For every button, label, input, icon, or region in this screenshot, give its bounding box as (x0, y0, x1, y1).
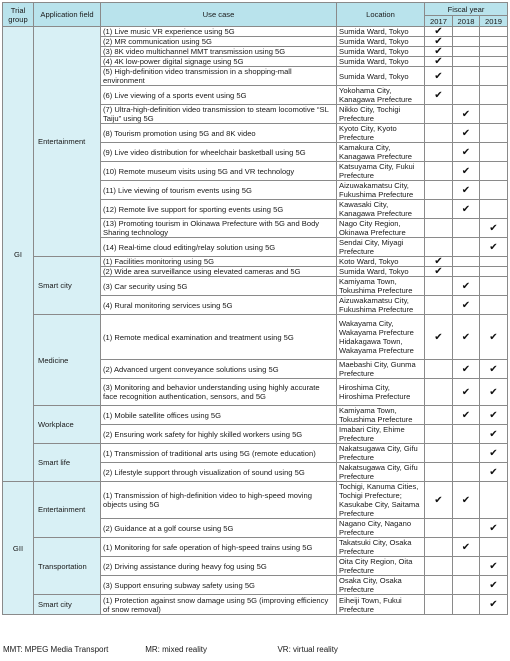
location-cell: Nago City Region, Okinawa Prefecture (337, 219, 425, 238)
year-cell-empty (480, 200, 508, 219)
location-cell: Sumida Ward, Tokyo (337, 67, 425, 86)
trial-group-cell: GII (3, 482, 34, 615)
header-row-1 (3, 3, 508, 16)
check-mark-icon: ✔ (480, 219, 508, 238)
check-mark-icon: ✔ (453, 315, 480, 360)
location-cell: Maebashi City, Gunma Prefecture (337, 360, 425, 379)
check-mark-icon: ✔ (453, 143, 480, 162)
use-case-cell: (2) MR communication using 5G (101, 37, 337, 47)
year-cell-empty (453, 267, 480, 277)
check-mark-icon: ✔ (425, 315, 453, 360)
use-case-cell: (2) Ensuring work safety for highly skilled workers using 5G (101, 425, 337, 444)
year-cell-empty (480, 143, 508, 162)
use-case-cell: (1) Mobile satellite offices using 5G (101, 406, 337, 425)
header-fiscal-year: Fiscal year (425, 3, 508, 16)
check-mark-icon: ✔ (480, 315, 508, 360)
year-cell-empty (425, 277, 453, 296)
year-cell-empty (480, 296, 508, 315)
year-cell-empty (425, 557, 453, 576)
use-case-cell: (1) Monitoring for safe operation of high-speed trains using 5G (101, 538, 337, 557)
use-case-cell: (9) Live video distribution for wheelchair basketball using 5G (101, 143, 337, 162)
use-case-cell: (2) Driving assistance during heavy fog using 5G (101, 557, 337, 576)
use-case-cell: (4) Rural monitoring services using 5G (101, 296, 337, 315)
location-cell: Yokohama City, Kanagawa Prefecture (337, 86, 425, 105)
location-cell: Imabari City, Ehime Prefecture (337, 425, 425, 444)
year-cell-empty (480, 162, 508, 181)
location-cell: Hiroshima City, Hiroshima Prefecture (337, 379, 425, 406)
use-case-cell: (2) Lifestyle support through visualization of sound using 5G (101, 463, 337, 482)
year-cell-empty (453, 219, 480, 238)
trial-use-case-table (2, 2, 508, 615)
check-mark-icon: ✔ (480, 406, 508, 425)
location-cell: Kamiyama Town, Tokushima Prefecture (337, 277, 425, 296)
location-cell: Nikko City, Tochigi Prefecture (337, 105, 425, 124)
year-cell-empty (480, 37, 508, 47)
table-row (3, 315, 508, 360)
use-case-cell: (1) Protection against snow damage using 5G (improving efficiency of snow removal) (101, 595, 337, 615)
table-row (3, 538, 508, 557)
location-cell: Eiheiji Town, Fukui Prefecture (337, 595, 425, 615)
use-case-cell: (1) Facilities monitoring using 5G (101, 257, 337, 267)
location-cell: Takatsuki City, Osaka Prefecture (337, 538, 425, 557)
year-cell-empty (453, 519, 480, 538)
year-cell-empty (480, 67, 508, 86)
use-case-cell: (3) Monitoring and behavior understanding using highly accurate face recognition authentication, sensors, and 5G (101, 379, 337, 406)
use-case-cell: (1) Live music VR experience using 5G (101, 27, 337, 37)
location-cell: Aizuwakamatsu City, Fukushima Prefecture (337, 181, 425, 200)
year-cell-empty (425, 124, 453, 143)
location-cell: Nagano City, Nagano Prefecture (337, 519, 425, 538)
header-trial-group: Trial group (3, 3, 34, 27)
location-cell: Sumida Ward, Tokyo (337, 27, 425, 37)
year-cell-empty (425, 296, 453, 315)
use-case-cell: (8) Tourism promotion using 5G and 8K video (101, 124, 337, 143)
location-cell: Nakatsugawa City, Gifu Prefecture (337, 444, 425, 463)
use-case-cell: (10) Remote museum visits using 5G and VR technology (101, 162, 337, 181)
use-case-cell: (7) Ultra-high-definition video transmission to steam locomotive “SL Taiju” using 5G (101, 105, 337, 124)
use-case-cell: (2) Guidance at a golf course using 5G (101, 519, 337, 538)
year-cell-empty (480, 257, 508, 267)
check-mark-icon: ✔ (480, 595, 508, 615)
year-cell-empty (453, 47, 480, 57)
year-cell-empty (453, 595, 480, 615)
check-mark-icon: ✔ (453, 296, 480, 315)
use-case-cell: (5) High-definition video transmission in a shopping-mall environment (101, 67, 337, 86)
year-cell-empty (425, 463, 453, 482)
year-cell-empty (453, 37, 480, 47)
location-cell: Kamiyama Town, Tokushima Prefecture (337, 406, 425, 425)
year-cell-empty (453, 57, 480, 67)
note-vr: VR: virtual reality (277, 645, 338, 654)
location-cell: Tochigi, Kanuma Cities, Tochigi Prefecture; Kasukabe City, Saitama Prefecture (337, 482, 425, 519)
use-case-cell: (13) Promoting tourism in Okinawa Prefecture with 5G and Body Sharing technology (101, 219, 337, 238)
table-row (3, 27, 508, 37)
check-mark-icon: ✔ (425, 57, 453, 67)
use-case-cell: (1) Transmission of high-definition video to high-speed moving objects using 5G (101, 482, 337, 519)
check-mark-icon: ✔ (480, 557, 508, 576)
year-cell-empty (453, 576, 480, 595)
year-cell-empty (425, 538, 453, 557)
application-field-cell: Transportation (34, 538, 101, 595)
use-case-cell: (1) Transmission of traditional arts using 5G (remote education) (101, 444, 337, 463)
check-mark-icon: ✔ (480, 576, 508, 595)
trial-group-cell: GI (3, 27, 34, 482)
table-row (3, 406, 508, 425)
check-mark-icon: ✔ (453, 538, 480, 557)
year-cell-empty (453, 444, 480, 463)
application-field-cell: Smart life (34, 444, 101, 482)
use-case-cell: (6) Live viewing of a sports event using 5G (101, 86, 337, 105)
location-cell: Koto Ward, Tokyo (337, 257, 425, 267)
check-mark-icon: ✔ (480, 379, 508, 406)
year-cell-empty (425, 105, 453, 124)
location-cell: Katsuyama City, Fukui Prefecture (337, 162, 425, 181)
check-mark-icon: ✔ (480, 425, 508, 444)
year-cell-empty (453, 257, 480, 267)
year-cell-empty (425, 444, 453, 463)
year-cell-empty (425, 200, 453, 219)
check-mark-icon: ✔ (453, 277, 480, 296)
check-mark-icon: ✔ (425, 27, 453, 37)
year-cell-empty (480, 124, 508, 143)
location-cell: Nakatsugawa City, Gifu Prefecture (337, 463, 425, 482)
year-cell-empty (453, 86, 480, 105)
year-cell-empty (425, 425, 453, 444)
year-cell-empty (480, 27, 508, 37)
check-mark-icon: ✔ (480, 519, 508, 538)
location-cell: Kawasaki City, Kanagawa Prefecture (337, 200, 425, 219)
year-cell-empty (480, 181, 508, 200)
header-use-case: Use case (101, 3, 337, 27)
check-mark-icon: ✔ (480, 444, 508, 463)
check-mark-icon: ✔ (425, 47, 453, 57)
abbreviation-notes (3, 645, 508, 655)
use-case-cell: (3) Support ensuring subway safety using 5G (101, 576, 337, 595)
year-cell-empty (480, 277, 508, 296)
use-case-cell: (14) Real-time cloud editing/relay solution using 5G (101, 238, 337, 257)
check-mark-icon: ✔ (425, 482, 453, 519)
application-field-cell: Smart city (34, 595, 101, 615)
check-mark-icon: ✔ (453, 482, 480, 519)
note-mr: MR: mixed reality (145, 645, 208, 654)
location-cell: Kyoto City, Kyoto Prefecture (337, 124, 425, 143)
header-year: 2019 (480, 16, 508, 27)
location-cell: Wakayama City, Wakayama Prefecture Hidakagawa Town, Wakayama Prefecture (337, 315, 425, 360)
check-mark-icon: ✔ (453, 379, 480, 406)
check-mark-icon: ✔ (453, 105, 480, 124)
use-case-cell: (4) 4K low-power digital signage using 5G (101, 57, 337, 67)
year-cell-empty (480, 267, 508, 277)
check-mark-icon: ✔ (480, 238, 508, 257)
application-field-cell: Medicine (34, 315, 101, 406)
location-cell: Oita City Region, Oita Prefecture (337, 557, 425, 576)
year-cell-empty (480, 538, 508, 557)
table-row (3, 595, 508, 615)
year-cell-empty (453, 238, 480, 257)
header-location: Location (337, 3, 425, 27)
year-cell-empty (425, 519, 453, 538)
location-cell: Sumida Ward, Tokyo (337, 267, 425, 277)
check-mark-icon: ✔ (453, 124, 480, 143)
check-mark-icon: ✔ (453, 181, 480, 200)
year-cell-empty (453, 557, 480, 576)
year-cell-empty (453, 27, 480, 37)
check-mark-icon: ✔ (480, 360, 508, 379)
table-body (3, 27, 508, 615)
table-row (3, 257, 508, 267)
year-cell-empty (480, 47, 508, 57)
table-row (3, 444, 508, 463)
year-cell-empty (425, 360, 453, 379)
year-cell-empty (453, 67, 480, 86)
application-field-cell: Smart city (34, 257, 101, 315)
check-mark-icon: ✔ (425, 67, 453, 86)
year-cell-empty (480, 105, 508, 124)
check-mark-icon: ✔ (425, 257, 453, 267)
year-cell-empty (425, 219, 453, 238)
check-mark-icon: ✔ (425, 267, 453, 277)
location-cell: Aizuwakamatsu City, Fukushima Prefecture (337, 296, 425, 315)
year-cell-empty (453, 463, 480, 482)
year-cell-empty (480, 86, 508, 105)
location-cell: Sumida Ward, Tokyo (337, 37, 425, 47)
header-application-field: Application field (34, 3, 101, 27)
check-mark-icon: ✔ (425, 37, 453, 47)
application-field-cell: Entertainment (34, 482, 101, 538)
location-cell: Sendai City, Miyagi Prefecture (337, 238, 425, 257)
check-mark-icon: ✔ (425, 86, 453, 105)
year-cell-empty (425, 379, 453, 406)
check-mark-icon: ✔ (453, 162, 480, 181)
year-cell-empty (425, 595, 453, 615)
year-cell-empty (480, 57, 508, 67)
header-year: 2017 (425, 16, 453, 27)
year-cell-empty (425, 238, 453, 257)
year-cell-empty (425, 181, 453, 200)
year-cell-empty (480, 482, 508, 519)
location-cell: Sumida Ward, Tokyo (337, 47, 425, 57)
use-case-cell: (12) Remote live support for sporting events using 5G (101, 200, 337, 219)
table-row (3, 482, 508, 519)
location-cell: Osaka City, Osaka Prefecture (337, 576, 425, 595)
application-field-cell: Workplace (34, 406, 101, 444)
use-case-cell: (1) Remote medical examination and treatment using 5G (101, 315, 337, 360)
use-case-cell: (2) Advanced urgent conveyance solutions using 5G (101, 360, 337, 379)
year-cell-empty (453, 425, 480, 444)
use-case-cell: (3) Car security using 5G (101, 277, 337, 296)
application-field-cell: Entertainment (34, 27, 101, 257)
year-cell-empty (425, 143, 453, 162)
year-cell-empty (425, 162, 453, 181)
use-case-cell: (2) Wide area surveillance using elevated cameras and 5G (101, 267, 337, 277)
note-mmt: MMT: MPEG Media Transport (3, 645, 109, 654)
year-cell-empty (425, 406, 453, 425)
use-case-cell: (3) 8K video multichannel MMT transmission using 5G (101, 47, 337, 57)
use-case-cell: (11) Live viewing of tourism events using 5G (101, 181, 337, 200)
check-mark-icon: ✔ (453, 406, 480, 425)
location-cell: Kamakura City, Kanagawa Prefecture (337, 143, 425, 162)
check-mark-icon: ✔ (453, 360, 480, 379)
year-cell-empty (425, 576, 453, 595)
header-year: 2018 (453, 16, 480, 27)
check-mark-icon: ✔ (453, 200, 480, 219)
location-cell: Sumida Ward, Tokyo (337, 57, 425, 67)
check-mark-icon: ✔ (480, 463, 508, 482)
